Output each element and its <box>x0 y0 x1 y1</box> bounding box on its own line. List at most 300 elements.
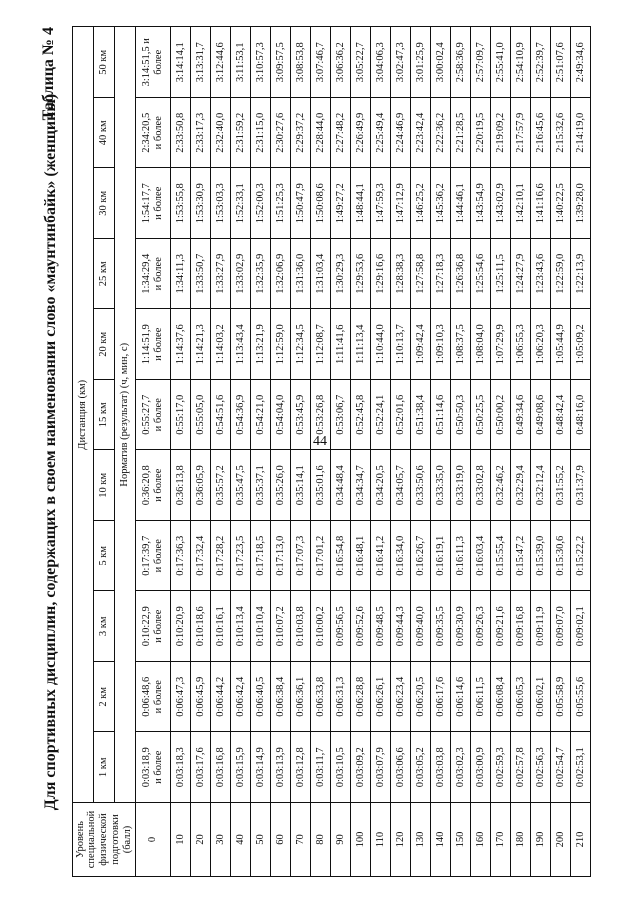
table-row <box>291 27 311 877</box>
table-cell: 0:17:28,2 <box>211 521 231 592</box>
table-cell <box>136 98 171 169</box>
table-cell: 0:09:44,3 <box>391 591 411 662</box>
table-row <box>511 27 531 877</box>
table-cell: 0:02:59,3 <box>491 732 511 803</box>
table-cell: 0:35:57,2 <box>211 450 231 521</box>
table-cell: 1:07:29,9 <box>491 309 511 380</box>
table-cell: 0:06:33,8 <box>311 662 331 733</box>
table-cell: 1:45:36,2 <box>431 168 451 239</box>
table-cell: 0:06:28,8 <box>351 662 371 733</box>
table-cell: 0:33:02,8 <box>471 450 491 521</box>
level-cell: 50 <box>251 803 271 877</box>
cell-line: и более <box>153 539 164 573</box>
cell-line: 1:14:51,9 <box>141 324 153 365</box>
table-cell: 0:06:14,6 <box>451 662 471 733</box>
table-row <box>491 27 511 877</box>
table-row <box>251 27 271 877</box>
table-cell: 0:03:00,9 <box>471 732 491 803</box>
table-cell: 1:50:08,6 <box>311 168 331 239</box>
table-cell: 0:06:45,9 <box>191 662 211 733</box>
table-cell: 0:09:35,5 <box>431 591 451 662</box>
level-cell: 40 <box>231 803 251 877</box>
table-cell: 0:09:40,0 <box>411 591 431 662</box>
table-number-label: Таблица № 4 <box>40 27 57 121</box>
table-cell: 0:03:05,2 <box>411 732 431 803</box>
table-cell: 0:03:17,6 <box>191 732 211 803</box>
table-cell: 1:31:36,0 <box>291 239 311 310</box>
level-cell: 80 <box>311 803 331 877</box>
table-cell: 1:10:13,7 <box>391 309 411 380</box>
table-cell: 1:34:11,3 <box>171 239 191 310</box>
table-row <box>391 27 411 877</box>
level-cell: 150 <box>451 803 471 877</box>
table-cell: 2:32:40,0 <box>211 98 231 169</box>
table-cell: 0:16:19,1 <box>431 521 451 592</box>
table-cell: 3:02:47,3 <box>391 27 411 98</box>
table-cell: 0:10:16,1 <box>211 591 231 662</box>
table-cell: 0:53:45,9 <box>291 380 311 451</box>
table-cell: 2:21:28,5 <box>451 98 471 169</box>
column-header: 40 км <box>94 98 115 169</box>
table-cell: 3:14:14,1 <box>171 27 191 98</box>
table-cell: 0:17:36,3 <box>171 521 191 592</box>
table-cell: 2:14:19,0 <box>571 98 591 169</box>
table-cell: 1:33:27,9 <box>211 239 231 310</box>
cell-line: 3:14:51,5 и <box>141 38 153 87</box>
table-cell: 0:48:16,0 <box>571 380 591 451</box>
table-cell: 2:16:45,6 <box>531 98 551 169</box>
table-cell: 1:09:10,3 <box>431 309 451 380</box>
table-row <box>231 27 251 877</box>
table-cell: 0:52:24,1 <box>371 380 391 451</box>
table-cell: 0:09:11,9 <box>531 591 551 662</box>
table-cell: 2:31:15,0 <box>251 98 271 169</box>
table-cell: 3:04:06,3 <box>371 27 391 98</box>
table-cell: 1:05:44,9 <box>551 309 571 380</box>
table-cell: 3:11:53,1 <box>231 27 251 98</box>
table-cell: 0:02:57,8 <box>511 732 531 803</box>
table-cell: 0:09:30,9 <box>451 591 471 662</box>
table-cell: 0:02:54,7 <box>551 732 571 803</box>
level-cell: 90 <box>331 803 351 877</box>
table-cell: 2:58:36,9 <box>451 27 471 98</box>
table-cell <box>136 732 171 803</box>
table-row <box>411 27 431 877</box>
table-cell: 0:17:32,4 <box>191 521 211 592</box>
table-cell: 0:06:02,1 <box>531 662 551 733</box>
table-cell: 1:22:59,0 <box>551 239 571 310</box>
table-cell: 1:53:55,8 <box>171 168 191 239</box>
table-header <box>73 27 136 877</box>
column-header: 5 км <box>94 521 115 592</box>
table-cell: 0:50:50,3 <box>451 380 471 451</box>
table-cell: 1:13:21,9 <box>251 309 271 380</box>
table-cell: 0:17:13,0 <box>271 521 291 592</box>
table-cell: 1:11:41,6 <box>331 309 351 380</box>
table-cell: 0:35:47,5 <box>231 450 251 521</box>
table-cell <box>136 591 171 662</box>
table-cell: 0:15:47,2 <box>511 521 531 592</box>
table-cell: 0:09:21,6 <box>491 591 511 662</box>
table-cell: 0:03:07,9 <box>371 732 391 803</box>
table-cell: 2:22:36,2 <box>431 98 451 169</box>
table-cell: 1:08:37,5 <box>451 309 471 380</box>
table-cell: 0:03:16,8 <box>211 732 231 803</box>
level-cell: 10 <box>171 803 191 877</box>
table-row <box>551 27 571 877</box>
table-cell: 0:06:17,6 <box>431 662 451 733</box>
table-cell: 1:10:44,0 <box>371 309 391 380</box>
table-cell: 1:32:35,9 <box>251 239 271 310</box>
table-cell: 0:06:47,3 <box>171 662 191 733</box>
table-row <box>371 27 391 877</box>
document-title: Для спортивных дисциплин, содержащих в своем наименовании слово «маунтинбайк» (женщины) <box>42 93 59 811</box>
table-cell: 0:52:01,6 <box>391 380 411 451</box>
column-header: 3 км <box>94 591 115 662</box>
table-cell: 3:08:53,8 <box>291 27 311 98</box>
table-cell: 0:02:56,3 <box>531 732 551 803</box>
level-cell: 60 <box>271 803 291 877</box>
table-cell: 1:24:27,9 <box>511 239 531 310</box>
table-cell: 2:33:17,3 <box>191 98 211 169</box>
table-row <box>351 27 371 877</box>
column-header: 1 км <box>94 732 115 803</box>
table-cell: 0:06:26,1 <box>371 662 391 733</box>
table-row <box>331 27 351 877</box>
table-cell <box>136 309 171 380</box>
table-cell: 0:49:34,6 <box>511 380 531 451</box>
column-header: 20 км <box>94 309 115 380</box>
table-row <box>211 27 231 877</box>
table-cell: 0:03:13,9 <box>271 732 291 803</box>
table-cell: 0:10:07,2 <box>271 591 291 662</box>
level-cell: 160 <box>471 803 491 877</box>
table-cell: 1:33:50,7 <box>191 239 211 310</box>
column-header: 2 км <box>94 662 115 733</box>
table-cell: 2:31:59,2 <box>231 98 251 169</box>
table-cell: 1:05:09,2 <box>571 309 591 380</box>
table-cell: 2:23:42,4 <box>411 98 431 169</box>
table-cell: 0:06:20,5 <box>411 662 431 733</box>
table-cell: 0:36:13,8 <box>171 450 191 521</box>
table-cell: 1:53:30,9 <box>191 168 211 239</box>
level-cell: 130 <box>411 803 431 877</box>
table-cell: 0:10:20,9 <box>171 591 191 662</box>
table-cell: 1:11:13,4 <box>351 309 371 380</box>
table-cell: 0:16:54,8 <box>331 521 351 592</box>
level-cell: 180 <box>511 803 531 877</box>
table-row <box>531 27 551 877</box>
table-cell: 0:53:06,7 <box>331 380 351 451</box>
level-cell: 120 <box>391 803 411 877</box>
table-cell: 1:22:13,9 <box>571 239 591 310</box>
cell-line: и более <box>153 327 164 361</box>
table-cell: 0:09:52,6 <box>351 591 371 662</box>
table-cell: 1:12:34,5 <box>291 309 311 380</box>
cell-line: 0:17:39,7 <box>141 535 153 576</box>
norms-table <box>72 27 591 878</box>
table-cell: 1:29:16,6 <box>371 239 391 310</box>
column-header: 25 км <box>94 239 115 310</box>
cell-line: и более <box>153 750 164 784</box>
cell-line: 0:10:22,9 <box>141 606 153 647</box>
table-cell: 1:31:03,4 <box>311 239 331 310</box>
cell-line: и более <box>153 398 164 432</box>
column-header: 15 км <box>94 380 115 451</box>
table-cell: 2:52:39,7 <box>531 27 551 98</box>
table-cell: 0:10:03,8 <box>291 591 311 662</box>
table-cell: 1:30:29,3 <box>331 239 351 310</box>
table-cell: 0:06:31,3 <box>331 662 351 733</box>
cell-line: и более <box>153 609 164 643</box>
table-cell: 1:42:10,1 <box>511 168 531 239</box>
table-cell: 0:06:38,4 <box>271 662 291 733</box>
table-cell: 0:15:30,6 <box>551 521 571 592</box>
table-cell: 2:30:27,6 <box>271 98 291 169</box>
table-cell: 0:31:55,2 <box>551 450 571 521</box>
table-cell: 0:34:05,7 <box>391 450 411 521</box>
table-cell: 0:03:03,8 <box>431 732 451 803</box>
table-cell: 1:32:06,9 <box>271 239 291 310</box>
norm-header: Норматив (результат) (ч, мин, с) <box>115 27 136 803</box>
table-cell: 1:27:18,3 <box>431 239 451 310</box>
table-cell <box>136 27 171 98</box>
table-cell: 0:06:40,5 <box>251 662 271 733</box>
table-row <box>271 27 291 877</box>
table-cell: 2:25:49,4 <box>371 98 391 169</box>
table-cell: 1:23:43,6 <box>531 239 551 310</box>
table-cell: 2:26:49,9 <box>351 98 371 169</box>
level-cell: 210 <box>571 803 591 877</box>
table-cell: 1:41:16,6 <box>531 168 551 239</box>
table-cell: 0:16:34,0 <box>391 521 411 592</box>
table-cell: 2:33:50,8 <box>171 98 191 169</box>
table-cell: 0:53:26,8 <box>311 380 331 451</box>
table-cell: 3:07:46,7 <box>311 27 331 98</box>
cell-line: 0:55:27,7 <box>141 394 153 435</box>
table-cell: 0:35:14,1 <box>291 450 311 521</box>
table-cell: 0:52:45,8 <box>351 380 371 451</box>
table-row <box>191 27 211 877</box>
table-cell: 0:51:38,4 <box>411 380 431 451</box>
table-cell: 1:12:59,0 <box>271 309 291 380</box>
table-cell: 0:34:34,7 <box>351 450 371 521</box>
table-cell: 1:43:54,9 <box>471 168 491 239</box>
table-cell: 1:44:46,1 <box>451 168 471 239</box>
table-cell: 0:31:37,9 <box>571 450 591 521</box>
table-cell: 0:03:02,3 <box>451 732 471 803</box>
table-row <box>136 27 171 877</box>
table-cell: 0:17:18,5 <box>251 521 271 592</box>
level-header: Уровень специальной физической подготовки (балл) <box>73 803 136 877</box>
table-cell: 2:57:09,7 <box>471 27 491 98</box>
table-cell: 0:16:03,4 <box>471 521 491 592</box>
table-cell: 1:52:33,1 <box>231 168 251 239</box>
table-cell: 0:06:42,4 <box>231 662 251 733</box>
table-cell <box>136 662 171 733</box>
table-cell: 2:27:48,2 <box>331 98 351 169</box>
table-cell <box>136 239 171 310</box>
table-cell: 0:03:06,6 <box>391 732 411 803</box>
table-cell: 0:03:18,3 <box>171 732 191 803</box>
table-cell: 2:51:07,6 <box>551 27 571 98</box>
table-cell: 0:32:12,4 <box>531 450 551 521</box>
table-cell: 2:15:32,6 <box>551 98 571 169</box>
level-cell: 20 <box>191 803 211 877</box>
table-cell: 1:29:53,6 <box>351 239 371 310</box>
table-cell: 0:54:04,0 <box>271 380 291 451</box>
page-number: 44 <box>313 434 327 449</box>
rotated-page-content <box>40 27 600 877</box>
table-cell: 1:14:03,2 <box>211 309 231 380</box>
table-cell: 0:06:44,2 <box>211 662 231 733</box>
table-cell: 2:19:09,2 <box>491 98 511 169</box>
table-cell: 1:26:36,8 <box>451 239 471 310</box>
cell-line: более <box>153 49 164 75</box>
table-cell: 0:09:48,5 <box>371 591 391 662</box>
table-cell: 2:55:41,0 <box>491 27 511 98</box>
table-cell: 0:15:55,4 <box>491 521 511 592</box>
table-cell: 3:10:57,3 <box>251 27 271 98</box>
table-cell: 3:13:31,7 <box>191 27 211 98</box>
table-cell: 0:06:08,4 <box>491 662 511 733</box>
table-cell: 0:03:14,9 <box>251 732 271 803</box>
cell-line: 1:54:17,7 <box>141 183 153 224</box>
table-cell: 1:08:04,0 <box>471 309 491 380</box>
table-row <box>471 27 491 877</box>
heading-row <box>40 27 64 877</box>
cell-line: и более <box>153 186 164 220</box>
level-cell: 110 <box>371 803 391 877</box>
table-cell: 1:06:55,3 <box>511 309 531 380</box>
table-cell: 0:02:53,1 <box>571 732 591 803</box>
table-cell: 0:16:41,2 <box>371 521 391 592</box>
table-cell: 1:13:43,4 <box>231 309 251 380</box>
table-cell: 2:28:44,0 <box>311 98 331 169</box>
table-cell: 1:39:28,0 <box>571 168 591 239</box>
level-cell: 30 <box>211 803 231 877</box>
level-cell: 170 <box>491 803 511 877</box>
table-cell: 1:09:42,4 <box>411 309 431 380</box>
table-cell: 0:54:36,9 <box>231 380 251 451</box>
table-row <box>451 27 471 877</box>
table-cell: 0:34:20,5 <box>371 450 391 521</box>
table-body <box>136 27 591 877</box>
table-cell: 2:54:10,9 <box>511 27 531 98</box>
table-cell: 0:55:17,0 <box>171 380 191 451</box>
table-cell: 0:09:07,0 <box>551 591 571 662</box>
column-header: 30 км <box>94 168 115 239</box>
table-cell: 0:49:08,6 <box>531 380 551 451</box>
table-cell: 0:16:26,7 <box>411 521 431 592</box>
table-cell: 0:17:07,3 <box>291 521 311 592</box>
cell-line: 2:34:20,5 <box>141 112 153 153</box>
table-cell: 0:35:26,0 <box>271 450 291 521</box>
table-cell: 0:06:23,4 <box>391 662 411 733</box>
table-cell: 0:03:11,7 <box>311 732 331 803</box>
cell-line: и более <box>153 468 164 502</box>
table-cell: 3:00:02,4 <box>431 27 451 98</box>
table-cell: 1:14:37,6 <box>171 309 191 380</box>
table-row <box>311 27 331 877</box>
table-cell: 0:55:05,0 <box>191 380 211 451</box>
cell-line: и более <box>153 680 164 714</box>
table-cell <box>136 450 171 521</box>
table-cell <box>136 168 171 239</box>
table-cell: 0:06:11,5 <box>471 662 491 733</box>
table-cell: 0:10:10,4 <box>251 591 271 662</box>
table-row <box>571 27 591 877</box>
table-cell: 0:10:13,4 <box>231 591 251 662</box>
table-cell: 0:03:09,2 <box>351 732 371 803</box>
table-cell: 1:33:02,9 <box>231 239 251 310</box>
table-cell: 0:33:19,0 <box>451 450 471 521</box>
table-cell: 1:06:20,3 <box>531 309 551 380</box>
table-cell: 0:35:01,6 <box>311 450 331 521</box>
table-cell: 0:03:12,8 <box>291 732 311 803</box>
table-cell: 0:09:26,3 <box>471 591 491 662</box>
table-cell: 1:49:27,2 <box>331 168 351 239</box>
table-cell: 1:47:59,3 <box>371 168 391 239</box>
cell-line: и более <box>153 116 164 150</box>
table-cell: 1:28:38,3 <box>391 239 411 310</box>
table-cell: 0:10:18,6 <box>191 591 211 662</box>
level-cell: 200 <box>551 803 571 877</box>
table-cell: 0:10:00,2 <box>311 591 331 662</box>
table-cell: 3:06:36,2 <box>331 27 351 98</box>
table-cell: 0:15:22,2 <box>571 521 591 592</box>
table-cell: 0:48:42,4 <box>551 380 571 451</box>
table-cell: 1:53:03,3 <box>211 168 231 239</box>
table-cell: 0:51:14,6 <box>431 380 451 451</box>
table-wrapper <box>72 27 591 877</box>
table-cell: 0:17:01,2 <box>311 521 331 592</box>
table-cell: 1:25:11,5 <box>491 239 511 310</box>
table-cell: 3:01:25,9 <box>411 27 431 98</box>
table-cell: 0:54:51,6 <box>211 380 231 451</box>
table-cell: 0:09:16,8 <box>511 591 531 662</box>
table-cell: 1:52:00,3 <box>251 168 271 239</box>
table-cell: 1:43:02,9 <box>491 168 511 239</box>
level-cell: 100 <box>351 803 371 877</box>
column-header-row <box>94 27 115 877</box>
table-cell: 1:47:12,9 <box>391 168 411 239</box>
table-cell: 0:16:48,1 <box>351 521 371 592</box>
table-cell: 1:25:54,6 <box>471 239 491 310</box>
table-cell: 0:09:56,5 <box>331 591 351 662</box>
table-cell: 1:48:44,1 <box>351 168 371 239</box>
cell-line: и более <box>153 257 164 291</box>
level-cell: 70 <box>291 803 311 877</box>
table-cell: 0:54:21,0 <box>251 380 271 451</box>
table-cell: 1:46:25,2 <box>411 168 431 239</box>
table-cell: 0:05:55,6 <box>571 662 591 733</box>
column-header: 50 км <box>94 27 115 98</box>
table-cell: 1:12:08,7 <box>311 309 331 380</box>
column-header: 10 км <box>94 450 115 521</box>
table-cell: 0:32:46,2 <box>491 450 511 521</box>
level-cell: 140 <box>431 803 451 877</box>
table-row <box>431 27 451 877</box>
cell-line: 0:36:20,8 <box>141 465 153 506</box>
level-cell: 0 <box>136 803 171 877</box>
table-cell: 1:40:22,5 <box>551 168 571 239</box>
table-cell: 3:09:57,5 <box>271 27 291 98</box>
cell-line: 0:03:18,9 <box>141 747 153 788</box>
table-cell: 0:03:10,5 <box>331 732 351 803</box>
table-cell: 0:33:50,6 <box>411 450 431 521</box>
table-cell: 0:35:37,1 <box>251 450 271 521</box>
